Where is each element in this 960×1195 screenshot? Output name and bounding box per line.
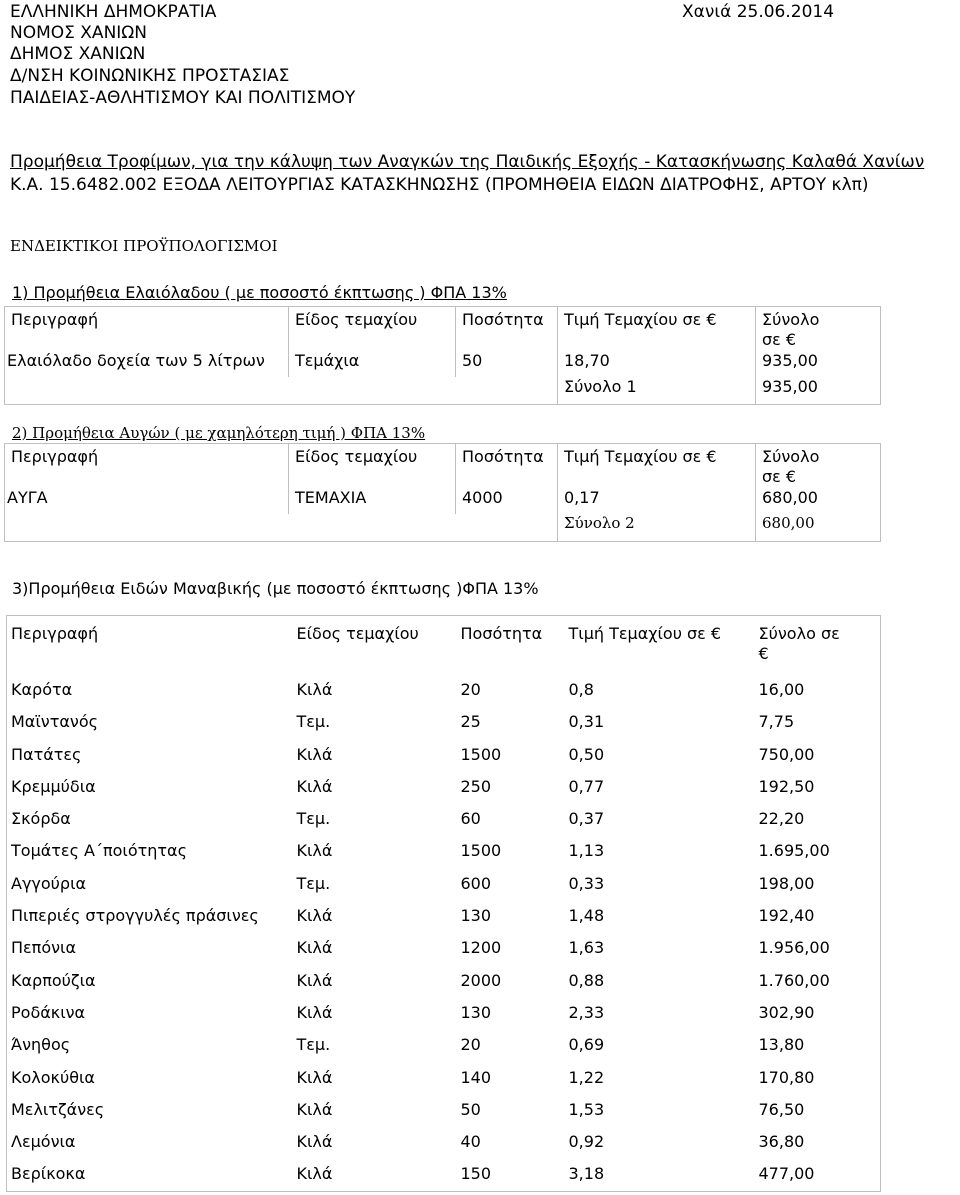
- col-total-line1: Σύνολο: [762, 447, 820, 466]
- cell-description: Μαϊντανός: [11, 712, 98, 732]
- cell-price: 1,22: [568, 1067, 605, 1087]
- cell-total: 192,50: [758, 776, 815, 796]
- blank-cell: [456, 514, 558, 542]
- cell-unit: Κιλά: [296, 841, 333, 861]
- cell-unit: Κιλά: [296, 1067, 333, 1087]
- cell-description: Ελαιόλαδο δοχεία των 5 λίτρων: [5, 351, 289, 377]
- cell-description: Σκόρδα: [11, 809, 71, 829]
- cell-unit: Κιλά: [296, 1099, 333, 1119]
- table-row: [7, 965, 881, 997]
- table-row: [7, 868, 881, 900]
- cell-price: 0,31: [568, 712, 605, 732]
- cell-description: Τομάτες Α΄ποιότητας: [11, 841, 187, 861]
- total-row: [5, 377, 881, 405]
- col-unit-price: Τιμή Τεμαχίου σε €: [558, 307, 756, 351]
- header-line-5: ΠΑΙΔΕΙΑΣ-ΑΘΛΗΤΙΣΜΟΥ ΚΑΙ ΠΟΛΙΤΙΣΜΟΥ: [10, 88, 356, 108]
- col-quantity: Ποσότητα: [456, 307, 558, 351]
- cell-unit: Κιλά: [296, 906, 333, 926]
- total-label: Σύνολο 2: [558, 514, 756, 542]
- col-unit: Είδος τεμαχίου: [296, 624, 419, 643]
- col-unit: Είδος τεμαχίου: [289, 444, 456, 488]
- cell-quantity: 50: [456, 351, 558, 377]
- total-value: 680,00: [756, 514, 881, 542]
- section2-table: [4, 443, 881, 542]
- cell-price: 3,18: [568, 1164, 605, 1184]
- table-row: [5, 488, 881, 514]
- table-row: [7, 1062, 881, 1094]
- cell-total: 192,40: [758, 906, 815, 926]
- cell-total: 302,90: [758, 1002, 815, 1022]
- cell-total: 16,00: [758, 680, 805, 699]
- euro-symbol: €: [758, 644, 769, 663]
- cell-description: Ροδάκινα: [11, 1002, 86, 1022]
- col-description: Περιγραφή: [5, 444, 289, 488]
- header-line-1: ΕΛΛΗΝΙΚΗ ΔΗΜΟΚΡΑΤΙΑ: [10, 2, 217, 22]
- table-row: [7, 1094, 881, 1126]
- cell-price: 0,33: [568, 873, 605, 893]
- cell-total: 680,00: [756, 488, 881, 514]
- cell-unit: Τεμ.: [296, 712, 331, 732]
- cell-total: 477,00: [758, 1164, 815, 1184]
- cell-price: 1,63: [568, 938, 605, 958]
- cell-total: 7,75: [758, 712, 795, 732]
- cell-quantity: 1500: [460, 744, 502, 764]
- cell-unit: Κιλά: [296, 1164, 333, 1184]
- table-row: [7, 997, 881, 1029]
- cell-unit: Κιλά: [296, 680, 333, 699]
- cell-description: Λεμόνια: [11, 1132, 76, 1152]
- cell-description: Αγγούρια: [11, 873, 87, 893]
- cell-total: 36,80: [758, 1132, 805, 1152]
- cell-description: Πατάτες: [11, 744, 82, 764]
- cell-quantity: 40: [460, 1132, 481, 1152]
- header-line-4: Δ/ΝΣΗ ΚΟΙΝΩΝΙΚΗΣ ΠΡΟΣΤΑΣΙΑΣ: [10, 66, 290, 86]
- cell-total: 198,00: [758, 873, 815, 893]
- col-total: [755, 616, 881, 675]
- cell-price: 0,50: [568, 744, 605, 764]
- table-row: [7, 771, 881, 803]
- table-row: [7, 835, 881, 867]
- table-header-row: [5, 307, 881, 351]
- section2-title: [12, 423, 425, 442]
- cell-description: Μελιτζάνες: [11, 1099, 105, 1119]
- total-value: 935,00: [756, 377, 881, 405]
- table-row: [7, 900, 881, 932]
- col-unit-price: Τιμή Τεμαχίου σε €: [568, 624, 722, 643]
- col-description: Περιγραφή: [5, 307, 289, 351]
- cell-description: Πεπόνια: [11, 938, 76, 958]
- cell-total: 750,00: [758, 744, 815, 764]
- document-subtitle: Κ.Α. 15.6482.002 ΕΞΟΔΑ ΛΕΙΤΟΥΡΓΙΑΣ ΚΑΤΑΣΚΗΝΩΣΗΣ (ΠΡΟΜΗΘΕΙΑ ΕΙΔΩΝ ΔΙΑΤΡΟΦΗΣ, ΑΡΤΟΥ κλπ): [10, 175, 869, 195]
- cell-quantity: 60: [460, 809, 481, 829]
- cell-price: 0,37: [568, 809, 605, 829]
- cell-unit: Κιλά: [296, 938, 333, 958]
- col-total-line2: σε €: [762, 467, 797, 486]
- cell-quantity: 2000: [460, 970, 502, 990]
- col-quantity: Ποσότητα: [460, 624, 543, 643]
- header-line-3: ΔΗΜΟΣ ΧΑΝΙΩΝ: [10, 44, 146, 64]
- cell-quantity: 1200: [460, 938, 502, 958]
- cell-quantity: 150: [460, 1164, 492, 1184]
- cell-total: 935,00: [756, 351, 881, 377]
- table-row: [7, 739, 881, 771]
- total-row: [5, 514, 881, 542]
- header-line-2: ΝΟΜΟΣ ΧΑΝΙΩΝ: [10, 23, 148, 43]
- cell-quantity: 130: [460, 906, 492, 926]
- cell-description: Καρότα: [11, 680, 73, 699]
- cell-price: 0,69: [568, 1035, 605, 1055]
- cell-total: 22,20: [758, 809, 805, 829]
- cell-quantity: 4000: [456, 488, 558, 514]
- table-header-row: [5, 444, 881, 488]
- cell-total: 170,80: [758, 1067, 815, 1087]
- cell-price: 0,77: [568, 776, 605, 796]
- section3-table: [6, 615, 881, 1192]
- cell-price: 0,17: [558, 488, 756, 514]
- cell-price: 2,33: [568, 1002, 605, 1022]
- table-row: [7, 674, 881, 706]
- cell-quantity: 600: [460, 873, 492, 893]
- cell-unit: Κιλά: [296, 970, 333, 990]
- cell-price: 1,53: [568, 1099, 605, 1119]
- col-total-line2: σε €: [762, 330, 797, 349]
- section2-title-text: 2) Προμήθεια Αυγών ( με χαμηλότερη τιμή ) ΦΠΑ 13%: [12, 424, 426, 442]
- cell-quantity: 140: [460, 1067, 492, 1087]
- cell-unit: Τεμάχια: [289, 351, 456, 377]
- cell-price: 0,8: [568, 680, 594, 699]
- section3-title: 3)Προμήθεια Ειδών Μαναβικής (με ποσοστό έκπτωσης )ΦΠΑ 13%: [12, 579, 539, 598]
- cell-unit: Τεμ.: [296, 809, 331, 829]
- cell-quantity: 20: [460, 1035, 481, 1055]
- cell-description: Κολοκύθια: [11, 1067, 95, 1087]
- blank-cell: [289, 514, 456, 542]
- blank-cell: [456, 377, 558, 405]
- cell-total: 1.760,00: [758, 970, 830, 990]
- cell-description: Καρπούζια: [11, 970, 96, 990]
- cell-quantity: 25: [460, 712, 481, 732]
- cell-unit: Κιλά: [296, 1002, 333, 1022]
- col-total: [756, 307, 881, 351]
- table-row: [7, 803, 881, 835]
- cell-price: 0,92: [568, 1132, 605, 1152]
- cell-description: Βερίκοκα: [11, 1164, 86, 1184]
- col-total-line1: Σύνολο σε: [758, 624, 840, 643]
- cell-total: 76,50: [758, 1099, 805, 1119]
- cell-description: Άνηθος: [11, 1035, 71, 1055]
- col-unit-price: Τιμή Τεμαχίου σε €: [558, 444, 756, 488]
- cell-unit: Κιλά: [296, 1132, 333, 1152]
- cell-unit: ΤΕΜΑΧΙΑ: [289, 488, 456, 514]
- section1-table: [4, 306, 881, 405]
- table-row: [7, 1158, 881, 1191]
- cell-unit: Κιλά: [296, 744, 333, 764]
- cell-unit: Τεμ.: [296, 873, 331, 893]
- total-label: Σύνολο 1: [558, 377, 756, 405]
- document-date: Χανιά 25.06.2014: [682, 2, 835, 22]
- section3-rows: [7, 674, 881, 1191]
- blank-cell: [5, 514, 289, 542]
- cell-price: 1,13: [568, 841, 605, 861]
- table-row: [7, 1126, 881, 1158]
- blank-cell: [5, 377, 289, 405]
- col-description: Περιγραφή: [11, 624, 99, 643]
- cell-total: 13,80: [758, 1035, 805, 1055]
- cell-total: 1.956,00: [758, 938, 830, 958]
- document-title: Προμήθεια Τροφίμων, για την κάλυψη των Αναγκών της Παιδικής Εξοχής - Κατασκήνωσης Καλαθά Χανίων: [10, 152, 925, 172]
- cell-description: ΑΥΓΑ: [5, 488, 289, 514]
- cell-total: 1.695,00: [758, 841, 830, 861]
- table-row: [7, 1029, 881, 1061]
- cell-quantity: 50: [460, 1099, 481, 1119]
- cell-quantity: 20: [460, 680, 481, 699]
- table-row: [7, 706, 881, 738]
- cell-price: 18,70: [558, 351, 756, 377]
- section1-title: 1) Προμήθεια Ελαιόλαδου ( με ποσοστό έκπτωσης ) ΦΠΑ 13%: [12, 283, 507, 302]
- cell-quantity: 250: [460, 776, 492, 796]
- col-total-line1: Σύνολο: [762, 310, 820, 329]
- col-total: [756, 444, 881, 488]
- cell-description: Πιπεριές στρογγυλές πράσινες: [11, 906, 259, 926]
- table-header-row: [7, 616, 881, 675]
- cell-unit: Κιλά: [296, 776, 333, 796]
- col-quantity: Ποσότητα: [456, 444, 558, 488]
- indicative-budgets-heading: ΕΝΔΕΙΚΤΙΚΟΙ ΠΡΟΫΠΟΛΟΓΙΣΜΟΙ: [10, 237, 278, 255]
- cell-quantity: 130: [460, 1002, 492, 1022]
- cell-price: 0,88: [568, 970, 605, 990]
- table-row: [5, 351, 881, 377]
- cell-quantity: 1500: [460, 841, 502, 861]
- table-row: [7, 932, 881, 964]
- col-unit: Είδος τεμαχίου: [289, 307, 456, 351]
- cell-unit: Τεμ.: [296, 1035, 331, 1055]
- cell-price: 1,48: [568, 906, 605, 926]
- blank-cell: [289, 377, 456, 405]
- cell-description: Κρεμμύδια: [11, 776, 96, 796]
